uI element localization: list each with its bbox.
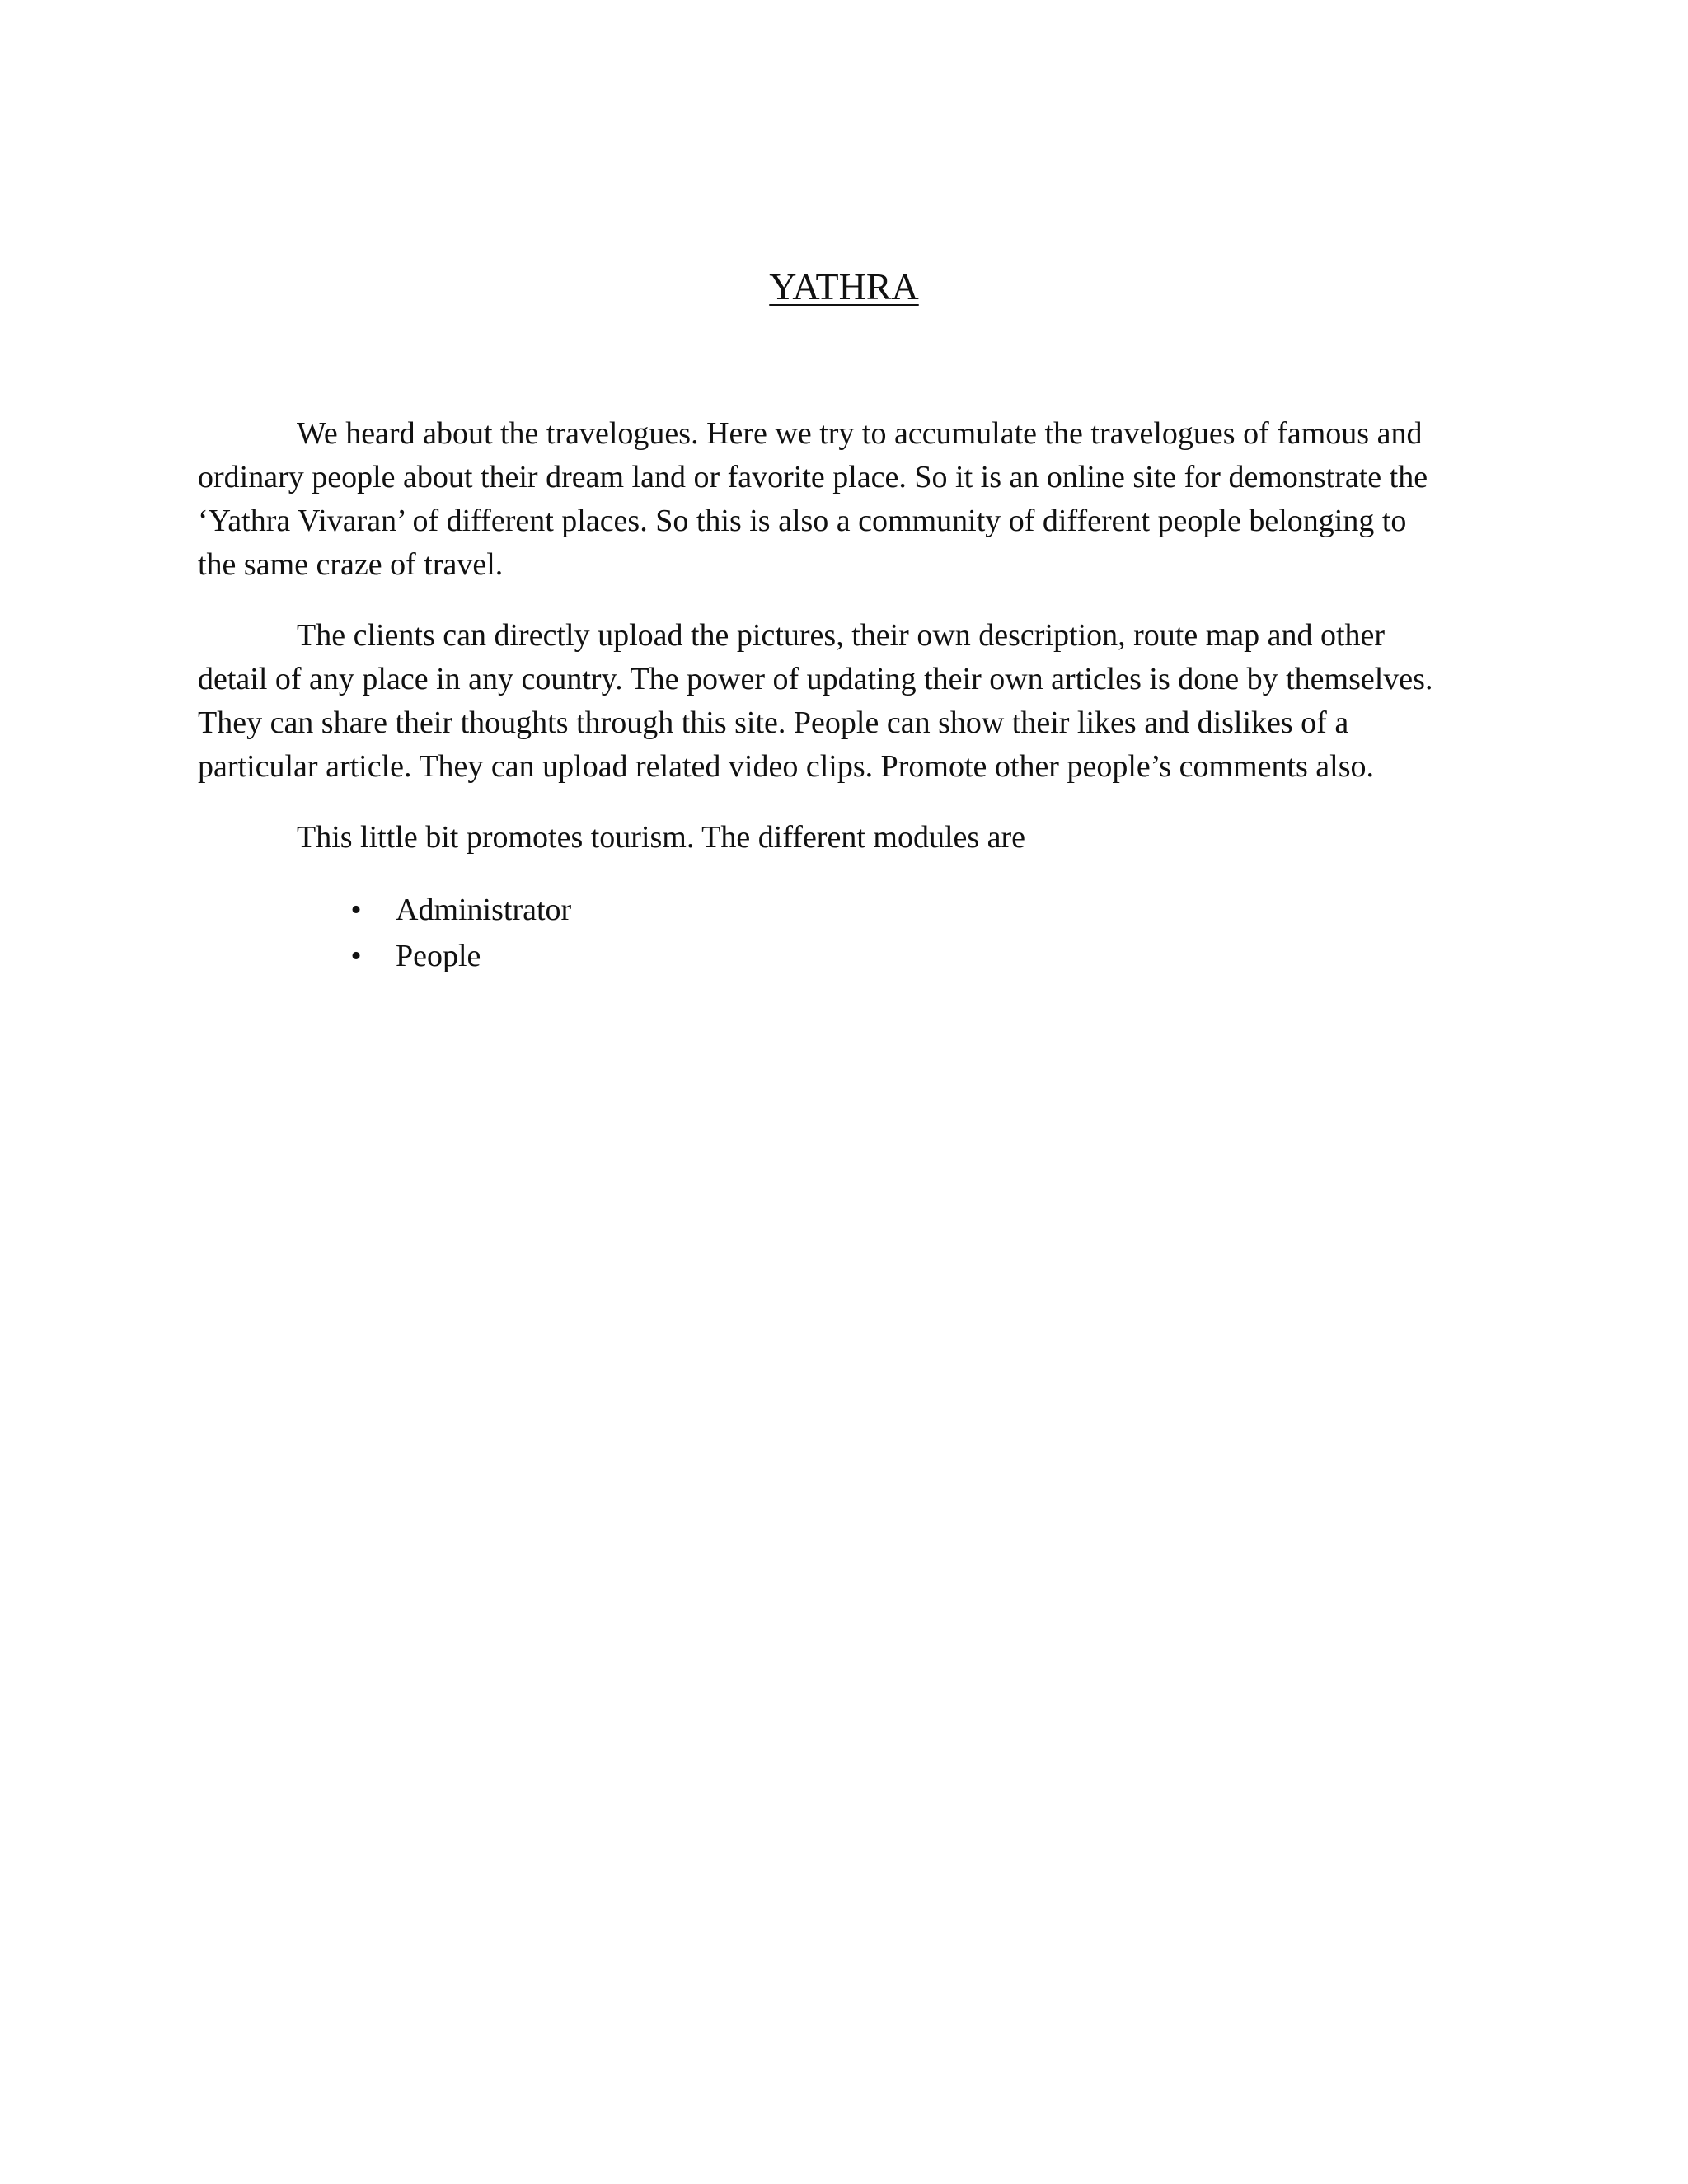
module-people: People xyxy=(396,939,481,973)
paragraph-intro: We heard about the travelogues. Here we try to accumulate the travelogues of famous and ordinary people about their dream land or favorite place. So it is an online site for demonstrate the ‘Yathra Vivaran’ of different places. So this is also a community of different people belonging to the same craze of travel. xyxy=(198,416,1428,582)
document-body xyxy=(198,412,1451,979)
list-item xyxy=(350,887,1451,933)
document-title xyxy=(0,262,1688,312)
bullet-icon: • xyxy=(350,893,362,927)
document-title-text: YATHRA xyxy=(769,265,919,307)
list-item xyxy=(350,933,1451,979)
module-administrator: Administrator xyxy=(396,893,572,927)
bullet-icon: • xyxy=(350,939,362,973)
modules-list xyxy=(198,887,1451,979)
paragraph-modules-intro: This little bit promotes tourism. The different modules are xyxy=(297,820,1026,855)
paragraph-features: The clients can directly upload the pictures, their own description, route map and other detail of any place in any country. The power of updating their own articles is done by themselves. They can share their thoughts through this site. People can show their likes and dislikes of a particular article. They can upload related video clips. Promote other people’s comments also. xyxy=(198,618,1433,784)
